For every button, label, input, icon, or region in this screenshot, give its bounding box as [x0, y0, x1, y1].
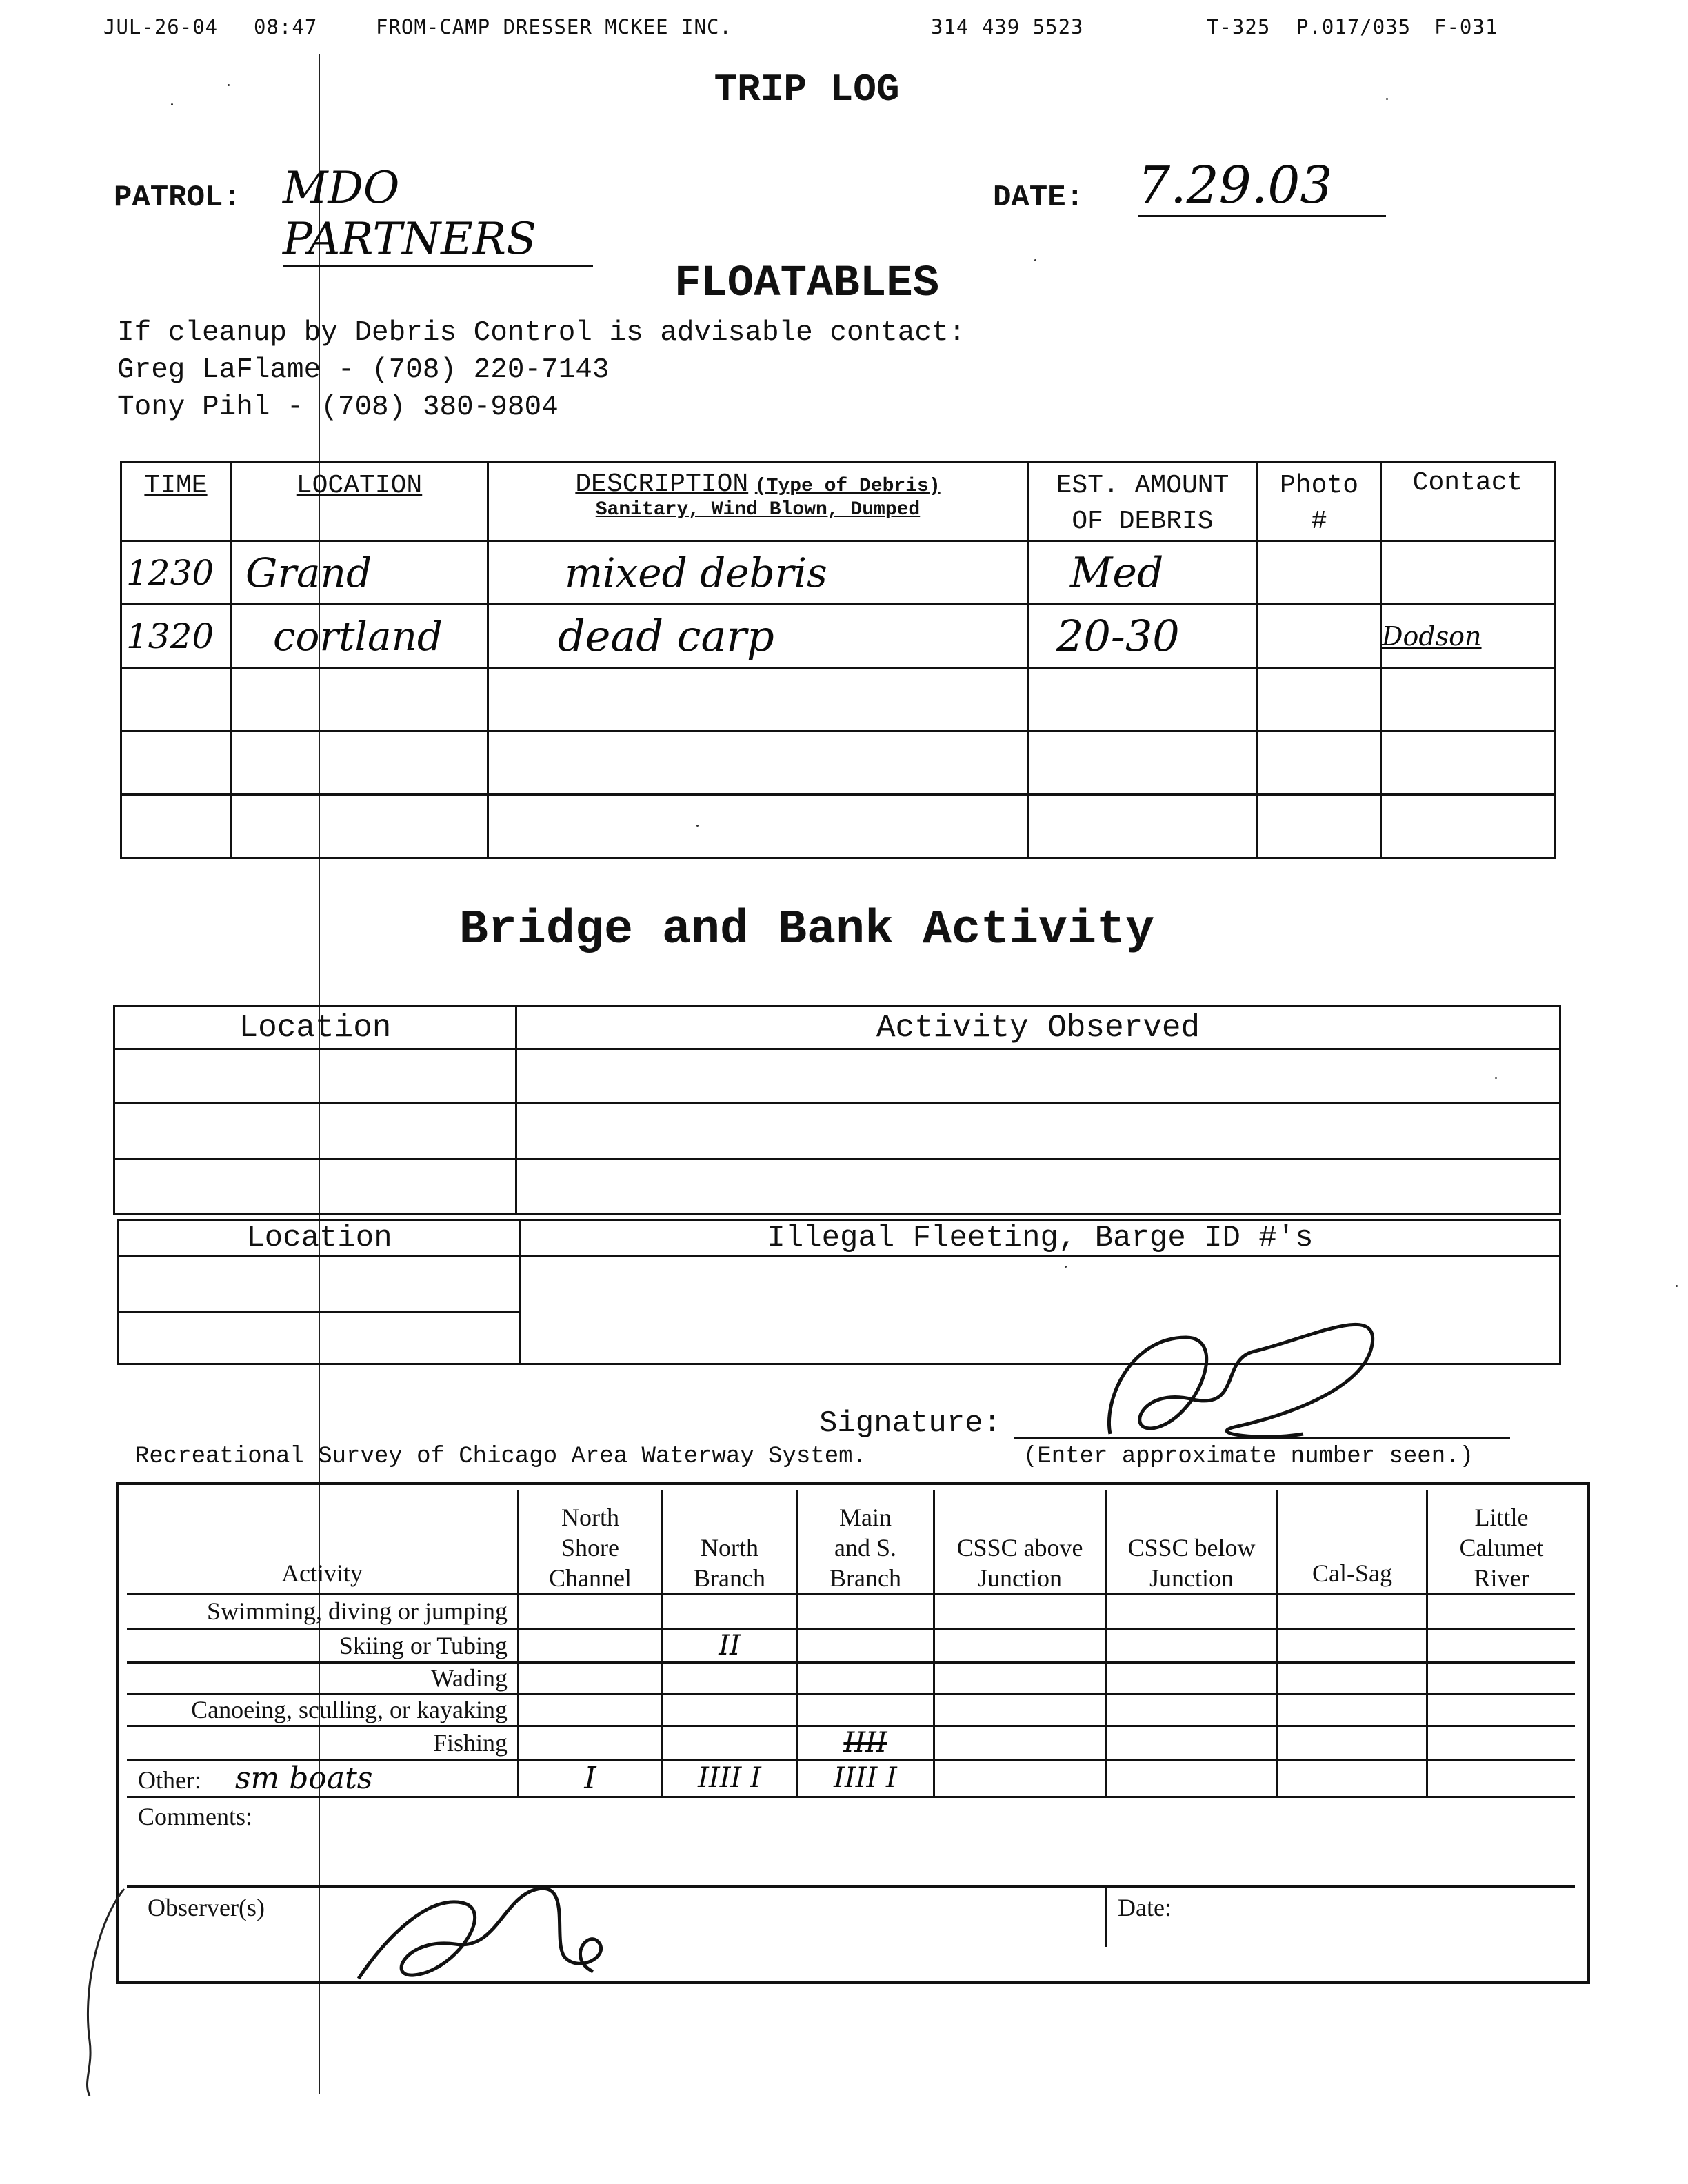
survey-col-main-s-branch	[797, 1490, 934, 1594]
survey-comments-label: Comments:	[127, 1797, 1575, 1886]
header-description-text: DESCRIPTION	[575, 469, 749, 499]
survey-col-cal-sag	[1278, 1490, 1427, 1594]
row1-contact	[1381, 541, 1555, 605]
fleeting-header-row	[119, 1220, 1560, 1257]
bridge-activity-table	[113, 1005, 1561, 1215]
survey-other-value: sm boats	[234, 1760, 373, 1796]
contact-tony: Tony Pihl - (708) 380-9804	[117, 392, 559, 423]
page-title: TRIP LOG	[714, 68, 900, 112]
survey-header-row	[127, 1490, 1575, 1594]
table-row-empty	[121, 668, 1555, 731]
bridge-header-row	[114, 1007, 1560, 1049]
scan-speck	[1676, 1285, 1678, 1287]
observer-signature-mark	[345, 1854, 634, 1992]
bridge-heading: Bridge and Bank Activity	[459, 903, 1155, 958]
fax-time: 08:47	[254, 15, 318, 39]
header-time-text: TIME	[144, 471, 208, 501]
table-row-empty	[114, 1160, 1560, 1215]
row1-description: mixed debris	[488, 541, 1028, 605]
survey-observers-row	[127, 1886, 1575, 1947]
row1-amount: Med	[1028, 541, 1258, 605]
header-amount-line1: EST. AMOUNT	[1056, 471, 1229, 501]
header-description-sub2: Sanitary, Wind Blown, Dumped	[595, 499, 921, 520]
activity-wading: Wading	[127, 1662, 519, 1694]
col-cssc-above-l2: Junction	[978, 1564, 1062, 1592]
header-description	[488, 462, 1028, 541]
table-row	[121, 605, 1555, 668]
fax-t-code: T-325	[1207, 15, 1271, 39]
col-north-shore-l3: Channel	[549, 1564, 632, 1592]
scan-edge-mark	[69, 1882, 165, 2103]
survey-observers-label: Observer(s)	[127, 1886, 1106, 1947]
date-value: 7.29.03	[1138, 156, 1386, 217]
tally-skiing-north-branch: II	[663, 1628, 797, 1662]
header-photo	[1258, 462, 1381, 541]
contact-greg: Greg LaFlame - (708) 220-7143	[117, 354, 610, 386]
contact-intro: If cleanup by Debris Control is advisable contact:	[117, 317, 966, 349]
header-description-sub1: (Type of Debris)	[754, 476, 941, 497]
tally-other-main: IIII I	[797, 1759, 934, 1797]
fax-date: JUL-26-04	[103, 15, 219, 39]
col-north-shore-l2: Shore	[561, 1533, 619, 1561]
survey-col-north-shore	[519, 1490, 663, 1594]
header-photo-line1: Photo	[1279, 471, 1359, 501]
row2-contact: Dodson	[1381, 605, 1555, 668]
survey-col-north-branch	[663, 1490, 797, 1594]
tally-other-north-shore: I	[519, 1759, 663, 1797]
survey-row-fishing	[127, 1726, 1575, 1759]
survey-intro: Recreational Survey of Chicago Area Waterway System.	[135, 1444, 867, 1470]
col-cal-sag-l1: Cal-Sag	[1312, 1559, 1392, 1587]
survey-note: (Enter approximate number seen.)	[1023, 1444, 1474, 1470]
signature-label: Signature:	[819, 1406, 1002, 1441]
row1-time: 1230	[121, 541, 231, 605]
date-label: DATE:	[993, 181, 1085, 215]
patrol-value: MDO PARTNERS	[283, 163, 593, 267]
tally-fishing-main: IIII	[797, 1726, 934, 1759]
col-north-branch-l2: Branch	[694, 1564, 765, 1592]
survey-row-swimming	[127, 1594, 1575, 1628]
tally-other-north-branch: IIII I	[663, 1759, 797, 1797]
row1-photo	[1258, 541, 1381, 605]
floatables-heading: FLOATABLES	[674, 259, 940, 309]
row2-amount: 20-30	[1028, 605, 1258, 668]
activity-fishing: Fishing	[127, 1726, 519, 1759]
fleeting-location-header: Location	[119, 1220, 521, 1257]
row2-time: 1320	[121, 605, 231, 668]
activity-swimming: Swimming, diving or jumping	[127, 1594, 519, 1628]
col-cssc-below-l2: Junction	[1149, 1564, 1234, 1592]
survey-table	[127, 1490, 1575, 1947]
row2-location: cortland	[231, 605, 488, 668]
survey-col-cssc-above	[934, 1490, 1106, 1594]
floatables-header-row	[121, 462, 1555, 541]
table-row-empty	[121, 795, 1555, 858]
fax-f-code: F-031	[1434, 15, 1498, 39]
col-little-calumet-l1: Little	[1474, 1503, 1529, 1531]
header-location-text: LOCATION	[296, 471, 423, 501]
survey-date-label: Date:	[1106, 1886, 1576, 1947]
survey-comments-row	[127, 1797, 1575, 1886]
activity-canoeing: Canoeing, sculling, or kayaking	[127, 1694, 519, 1726]
fleeting-header: Illegal Fleeting, Barge ID #'s	[521, 1220, 1560, 1257]
survey-row-other	[127, 1759, 1575, 1797]
header-photo-line2: #	[1311, 507, 1327, 536]
survey-col-cssc-below	[1106, 1490, 1278, 1594]
header-amount-line2: OF DEBRIS	[1072, 507, 1214, 536]
header-contact-text: Contact	[1412, 468, 1523, 498]
bridge-location-header: Location	[114, 1007, 516, 1049]
col-main-l2: and S.	[834, 1533, 896, 1561]
survey-other-label: Other:	[138, 1766, 201, 1794]
col-little-calumet-l2: Calumet	[1459, 1533, 1544, 1561]
fax-from: FROM-CAMP DRESSER MCKEE INC.	[376, 15, 732, 39]
row2-photo	[1258, 605, 1381, 668]
table-row-empty	[114, 1049, 1560, 1103]
survey-row-canoeing	[127, 1694, 1575, 1726]
header-contact	[1381, 462, 1555, 541]
survey-activity-header: Activity	[127, 1490, 519, 1594]
signature-mark	[1083, 1296, 1400, 1448]
survey-col-little-calumet	[1427, 1490, 1576, 1594]
table-row-empty	[114, 1103, 1560, 1160]
patrol-label: PATROL:	[114, 181, 241, 215]
row1-location: Grand	[231, 541, 488, 605]
survey-other-cell	[127, 1759, 519, 1797]
fax-phone: 314 439 5523	[931, 15, 1084, 39]
header-location	[231, 462, 488, 541]
col-cssc-below-l1: CSSC below	[1127, 1533, 1256, 1561]
table-row	[121, 541, 1555, 605]
col-north-branch-l1: North	[701, 1533, 758, 1561]
col-main-l3: Branch	[830, 1564, 901, 1592]
survey-row-wading	[127, 1662, 1575, 1694]
fax-page: P.017/035	[1296, 15, 1411, 39]
survey-row-skiing	[127, 1628, 1575, 1662]
col-cssc-above-l1: CSSC above	[956, 1533, 1083, 1561]
header-time	[121, 462, 231, 541]
col-main-l1: Main	[839, 1503, 892, 1531]
col-north-shore-l1: North	[561, 1503, 619, 1531]
bridge-activity-header: Activity Observed	[516, 1007, 1560, 1049]
table-row-empty	[121, 731, 1555, 795]
activity-skiing: Skiing or Tubing	[127, 1628, 519, 1662]
row2-description: dead carp	[488, 605, 1028, 668]
floatables-table	[120, 461, 1556, 859]
header-amount	[1028, 462, 1258, 541]
col-little-calumet-l3: River	[1474, 1564, 1529, 1592]
